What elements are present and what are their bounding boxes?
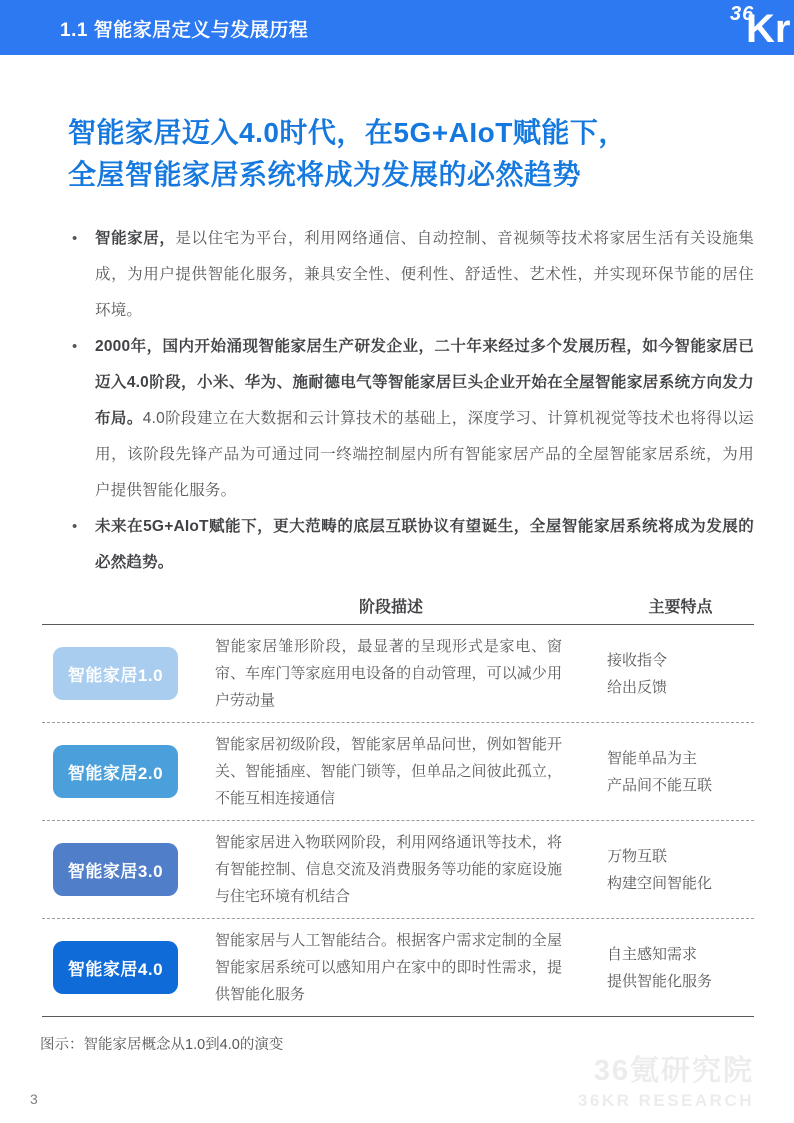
stage-description: 智能家居雏形阶段，最显著的呈现形式是家电、窗帘、车库门等家庭用电设备的自动管理，可以减少用户劳动量 <box>215 638 562 709</box>
logo-36-text: 36 <box>730 3 755 25</box>
table-row <box>42 919 754 1017</box>
bullet-dot-icon: • <box>72 338 78 355</box>
stage-feature-line: 万物互联 <box>607 847 668 865</box>
column-header-features: 主要特点 <box>648 599 713 616</box>
36kr-logo-icon <box>730 2 794 55</box>
table-row <box>42 821 754 919</box>
stage-feature-line: 自主感知需求 <box>607 945 698 963</box>
stage-feature-line: 产品间不能互联 <box>607 776 713 794</box>
section-title: 1.1 智能家居定义与发展历程 <box>60 20 309 41</box>
bullet-bold-text: 2000年，国内开始涌现智能家居生产研发企业，二十年来经过多个发展历程，如今智能家居已迈入4.0阶段，小米、华为、施耐德电气等智能家居巨头企业开始在全屋智能家居系统方向发力布局。 <box>95 338 754 427</box>
stage-badge: 智能家居3.0 <box>53 843 178 896</box>
stage-badge: 智能家居1.0 <box>53 647 178 700</box>
bullet-bold-text: 智能家居， <box>95 230 176 247</box>
page-content <box>0 112 794 1054</box>
bullet-item <box>72 329 754 509</box>
column-header-description: 阶段描述 <box>358 599 423 616</box>
bullet-bold-text: 未来在5G+AIoT赋能下，更大范畴的底层互联协议有望诞生，全屋智能家居系统将成为发展的必然趋势。 <box>95 518 754 571</box>
page-title-line2: 全屋智能家居系统将成为发展的必然趋势 <box>68 159 582 190</box>
bullet-regular-text: 4.0阶段建立在大数据和云计算技术的基础上，深度学习、计算机视觉等技术也将得以运用，该阶段先锋产品为可通过同一终端控制屋内所有智能家居产品的全屋智能家居系统，为用户提供智能化服务。 <box>95 410 754 499</box>
stage-features <box>607 941 754 995</box>
watermark-en: 36KR RESEARCH <box>577 1091 754 1110</box>
page-number: 3 <box>30 1091 38 1107</box>
table-row <box>42 625 754 723</box>
page-title <box>68 112 754 196</box>
bullet-dot-icon: • <box>72 230 78 247</box>
stage-description: 智能家居与人工智能结合。根据客户需求定制的全屋智能家居系统可以感知用户在家中的即时性需求，提供智能化服务 <box>215 932 562 1003</box>
stage-badge: 智能家居4.0 <box>53 941 178 994</box>
bullet-list <box>72 221 754 581</box>
stage-description: 智能家居进入物联网阶段，利用网络通讯等技术，将有智能控制、信息交流及消费服务等功能的家庭设施与住宅环境有机结合 <box>215 834 562 905</box>
stage-feature-line: 接收指令 <box>607 651 668 669</box>
page-title-line1: 智能家居迈入4.0时代，在5G+AIoT赋能下， <box>68 117 627 148</box>
table-row <box>42 723 754 821</box>
watermark <box>578 1048 754 1111</box>
bullet-regular-text: 是以住宅为平台，利用网络通信、自动控制、音视频等技术将家居生活有关设施集成，为用户提供智能化服务，兼具安全性、便利性、舒适性、艺术性，并实现环保节能的居住环境。 <box>95 230 754 319</box>
stage-features <box>607 843 754 897</box>
bullet-item <box>72 221 754 329</box>
logo-kr-text: Kr <box>746 7 791 51</box>
stage-features <box>607 647 754 701</box>
stage-feature-line: 提供智能化服务 <box>607 972 713 990</box>
stage-badge: 智能家居2.0 <box>53 745 178 798</box>
watermark-cn: 36氪研究院 <box>593 1055 754 1087</box>
stage-features <box>607 745 754 799</box>
bullet-dot-icon: • <box>72 518 78 535</box>
stage-table <box>42 587 754 1017</box>
stage-feature-line: 给出反馈 <box>607 678 668 696</box>
stage-feature-line: 智能单品为主 <box>607 749 698 767</box>
stage-feature-line: 构建空间智能化 <box>607 874 713 892</box>
top-bar <box>0 0 794 55</box>
table-header-row <box>42 587 754 625</box>
figure-caption: 图示：智能家居概念从1.0到4.0的演变 <box>40 1037 284 1053</box>
stage-description: 智能家居初级阶段，智能家居单品问世，例如智能开关、智能插座、智能门锁等，但单品之间彼此孤立，不能互相连接通信 <box>215 736 562 807</box>
bullet-item <box>72 509 754 581</box>
